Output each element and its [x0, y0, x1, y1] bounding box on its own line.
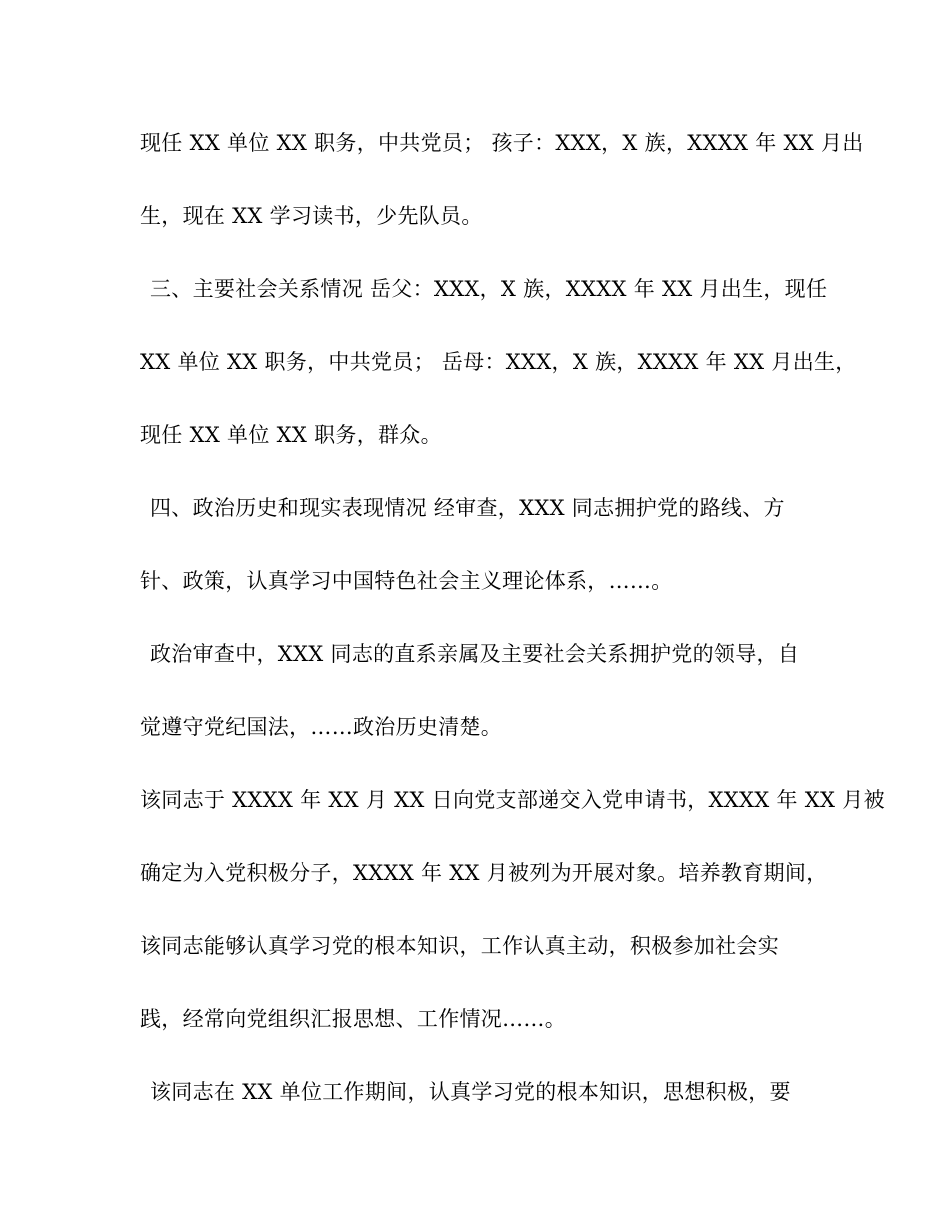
text-line: XX 单位 XX 职务，中共党员； 岳母：XXX，X 族，XXXX 年 XX 月出生， [140, 350, 857, 374]
text-line: 确定为入党积极分子，XXXX 年 XX 月被列为开展对象。培养教育期间， [140, 861, 828, 885]
text-line: 政治审查中，XXX 同志的直系亲属及主要社会关系拥护党的领导，自 [150, 642, 800, 666]
text-line: 现任 XX 单位 XX 职务，群众。 [140, 423, 442, 447]
text-line: 该同志于 XXXX 年 XX 月 XX 日向党支部递交入党申请书，XXXX 年 XX 月被 [140, 788, 885, 812]
text-line: 生，现在 XX 学习读书，少先队员。 [140, 204, 483, 228]
section-heading-line: 四、政治历史和现实表现情况 经审查，XXX 同志拥护党的路线、方 [150, 496, 785, 520]
text-line: 践，经常向党组织汇报思想、工作情况……。 [140, 1007, 566, 1031]
text-line: 觉遵守党纪国法，……政治历史清楚。 [140, 715, 503, 739]
text-line: 针、政策，认真学习中国特色社会主义理论体系，……。 [140, 569, 673, 593]
text-line: 该同志在 XX 单位工作期间，认真学习党的根本知识，思想积极，要 [150, 1080, 791, 1104]
text-line: 现任 XX 单位 XX 职务，中共党员； 孩子：XXX，X 族，XXXX 年 XX 月出 [140, 131, 864, 155]
text-line: 该同志能够认真学习党的根本知识，工作认真主动，积极参加社会实 [140, 934, 779, 958]
section-heading-line: 三、主要社会关系情况 岳父：XXX，X 族，XXXX 年 XX 月出生，现任 [150, 277, 828, 301]
